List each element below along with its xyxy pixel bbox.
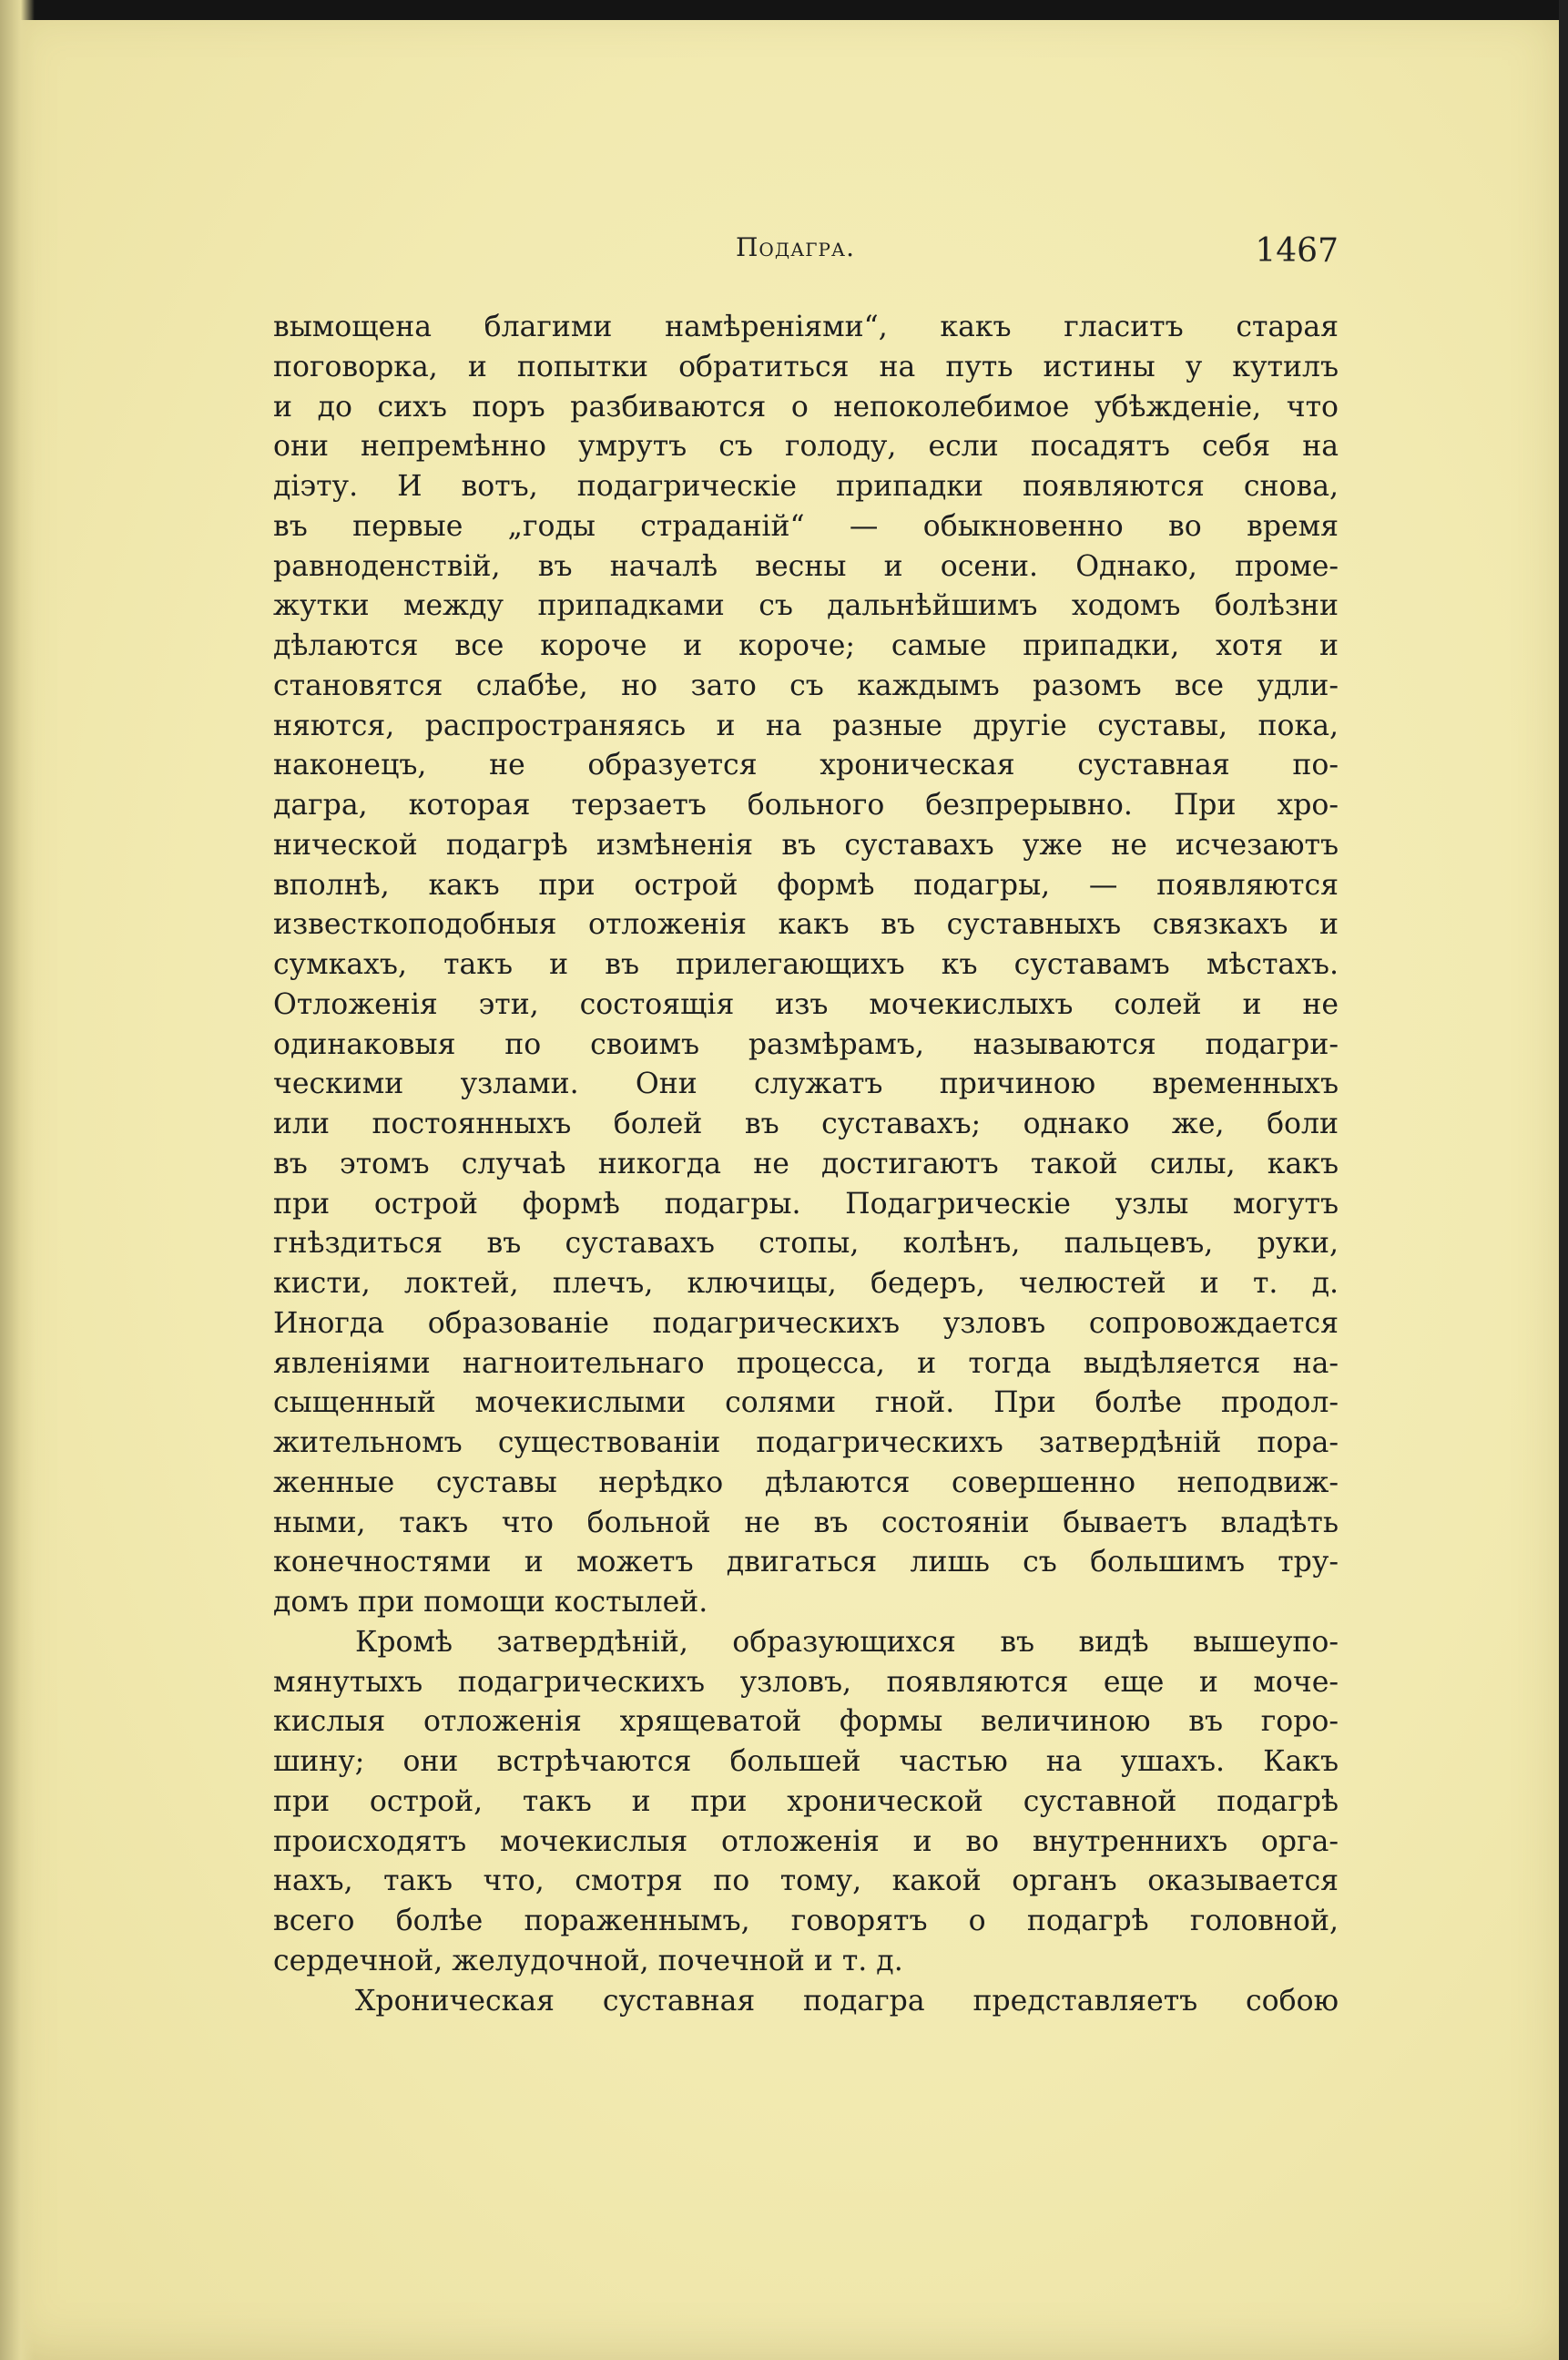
text-line: вполнѣ, какъ при острой формѣ подагры, — появляются [273, 868, 1339, 902]
text-line: становятся слабѣе, но зато съ каждымъ разомъ все удли- [273, 669, 1339, 702]
text-line: ческими узлами. Они служатъ причиною временныхъ [273, 1068, 1339, 1101]
running-head: Подагра. [736, 232, 855, 262]
text-line: всего болѣе пораженнымъ, говорятъ о подагрѣ головной, [273, 1905, 1339, 1937]
text-line: вымощена благими намѣреніями“, какъ гласитъ старая [273, 311, 1339, 343]
body-text [273, 308, 1339, 2021]
text-line: известкоподобныя отложенія какъ въ суставныхъ связкахъ и [273, 908, 1339, 942]
scan-top-edge [0, 0, 1568, 20]
text-line: или постоянныхъ болей въ суставахъ; однако же, боли [273, 1108, 1339, 1140]
text-line: Иногда образованіе подагрическихъ узловъ сопровождается [273, 1306, 1339, 1340]
text-line: при острой, такъ и при хронической суставной подагрѣ [273, 1784, 1339, 1818]
text-line: въ этомъ случаѣ никогда не достигаютъ такой силы, какъ [273, 1147, 1339, 1180]
text-line: дагра, которая терзаетъ больного безпрерывно. При хро- [273, 789, 1339, 822]
text-line: жительномъ существованіи подагрическихъ затвердѣній пора- [273, 1426, 1339, 1459]
text-line: домъ при помощи костылей. [273, 1586, 708, 1619]
text-line: нахъ, такъ что, смотря по тому, какой органъ оказывается [273, 1865, 1339, 1898]
text-line: мянутыхъ подагрическихъ узловъ, появляются еще и моче- [273, 1665, 1339, 1699]
text-line: Хроническая суставная подагра представляетъ собою [355, 1984, 1339, 2018]
page-number: 1467 [1255, 232, 1339, 270]
scan-right-edge [1559, 0, 1568, 2360]
text-line: одинаковыя по своимъ размѣрамъ, называются подагри- [273, 1027, 1339, 1061]
text-line: гнѣздиться въ суставахъ стопы, колѣнъ, пальцевъ, руки, [273, 1227, 1339, 1261]
text-line: и до сихъ поръ разбиваются о непоколебимое убѣжденіе, что [273, 390, 1339, 424]
text-line: ными, такъ что больной не въ состояніи бываетъ владѣть [273, 1506, 1339, 1539]
text-line: сумкахъ, такъ и въ прилегающихъ къ суставамъ мѣстахъ. [273, 948, 1339, 981]
text-line: конечностями и можетъ двигаться лишь съ большимъ тру- [273, 1546, 1339, 1579]
text-line: Кромѣ затвердѣній, образующихся въ видѣ вышеупо- [355, 1625, 1339, 1659]
text-line: женные суставы нерѣдко дѣлаются совершенно неподвиж- [273, 1466, 1339, 1499]
text-line: они непремѣнно умрутъ съ голоду, если посадятъ себя на [273, 430, 1339, 464]
text-line: жутки между припадками съ дальнѣйшимъ ходомъ болѣзни [273, 589, 1339, 623]
text-line: при острой формѣ подагры. Подагрическіе узлы могутъ [273, 1187, 1339, 1221]
scan-left-edge [0, 0, 35, 2360]
text-line: въ первые „годы страданій“ — обыкновенно во время [273, 509, 1339, 543]
text-line: дѣлаются все короче и короче; самые припадки, хотя и [273, 629, 1339, 662]
text-line: кисти, локтей, плечъ, ключицы, бедеръ, челюстей и т. д. [273, 1267, 1339, 1300]
text-line: сердечной, желудочной, почечной и т. д. [273, 1944, 903, 1977]
text-line: происходятъ мочекислыя отложенія и во внутреннихъ орга- [273, 1824, 1339, 1858]
text-line: явленіями нагноительнаго процесса, и тогда выдѣляется на- [273, 1346, 1339, 1380]
text-line: нической подагрѣ измѣненія въ суставахъ уже не исчезаютъ [273, 828, 1339, 862]
text-line: Отложенія эти, состоящія изъ мочекислыхъ солей и не [273, 987, 1339, 1021]
text-line: сыщенный мочекислыми солями гной. При болѣе продол- [273, 1386, 1339, 1420]
page-header [273, 232, 1339, 278]
text-line: шину; они встрѣчаются большей частью на ушахъ. Какъ [273, 1745, 1339, 1778]
text-line: няются, распространяясь и на разные другіе суставы, пока, [273, 709, 1339, 742]
text-line: кислыя отложенія хрящеватой формы величиною въ горо- [273, 1705, 1339, 1739]
text-line: равноденствій, въ началѣ весны и осени. Однако, проме- [273, 549, 1339, 583]
text-line: діэту. И вотъ, подагрическіе припадки появляются снова, [273, 470, 1339, 503]
text-line: поговорка, и попытки обратиться на путь истины у кутилъ [273, 350, 1339, 383]
text-line: наконецъ, не образуется хроническая суставная по- [273, 749, 1339, 782]
